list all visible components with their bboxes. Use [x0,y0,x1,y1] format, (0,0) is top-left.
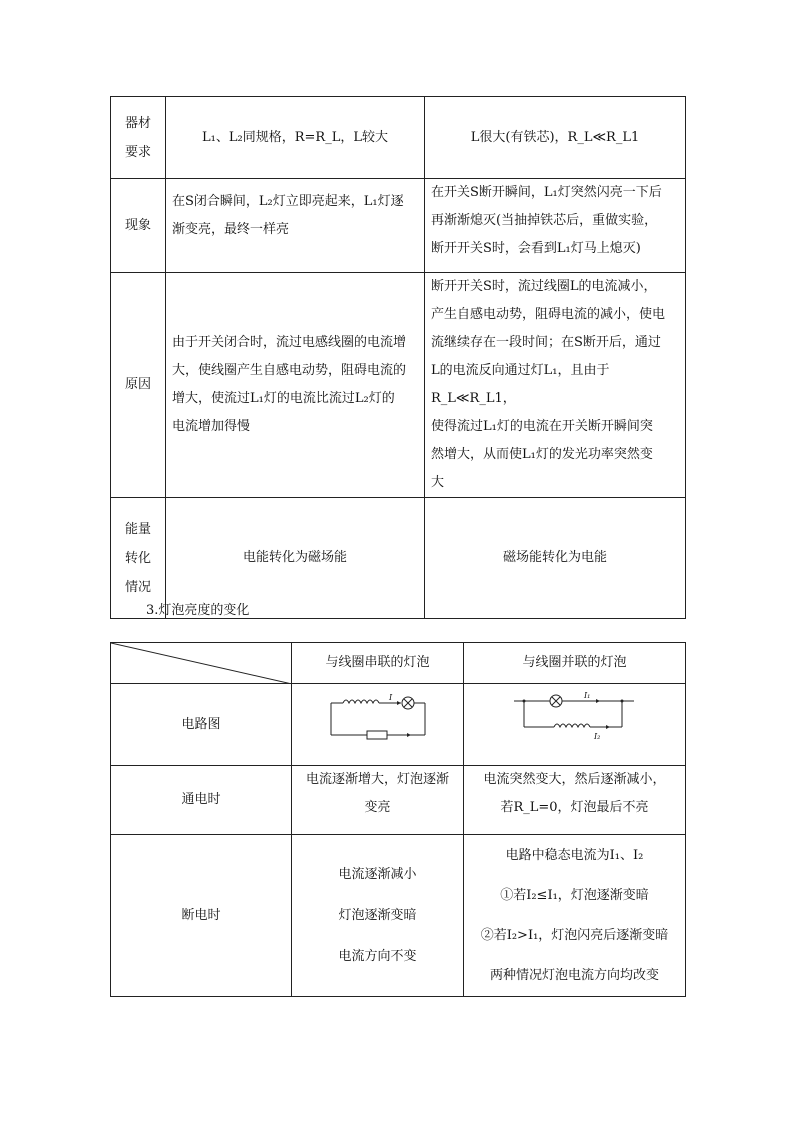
col-header-series: 与线圈串联的灯泡 [292,643,464,684]
energy-closing: 电能转化为磁场能 [166,498,425,619]
current-label-I1: I₁ [583,691,590,700]
row-header-power-on: 通电时 [111,766,292,835]
table-row [111,766,686,835]
row-header-circuit: 电路图 [111,684,292,766]
series-circuit-diagram [323,689,433,749]
row-header-energy: 能量 转化 情况 [111,498,166,619]
series-circuit-cell [292,684,464,766]
table-row [111,835,686,997]
current-label-I2: I₂ [593,732,600,741]
reason-opening: 断开开关S时，流过线圈L的电流减小， 产生自感电动势，阻碍电流的减小，使电 流继续存在一段时间；在S断开后，通过 L的电流反向通过灯L₁，且由于R_L≪R_L1， 使得流过L₁灯的电流在开关断开瞬间突 然增大，从而使L₁灯的发光功率突然变 大 [425,273,686,498]
table-row [111,273,686,498]
diagonal-line [111,643,292,684]
current-label-I: I [388,693,392,702]
power-off-parallel: 电路中稳态电流为I₁、I₂ ①若I₂≤I₁，灯泡逐渐变暗 ②若I₂>I₁，灯泡闪亮后逐渐变暗 两种情况灯泡电流方向均改变 [464,835,686,997]
table-row [111,179,686,273]
requirement-closing: L₁、L₂同规格，R=R_L，L较大 [166,97,425,179]
table-row [111,643,686,684]
power-on-series: 电流逐渐增大，灯泡逐渐 变亮 [292,766,464,835]
col-header-parallel: 与线圈并联的灯泡 [464,643,686,684]
parallel-circuit-cell [464,684,686,766]
table-row [111,684,686,766]
row-header-equipment: 器材 要求 [111,97,166,179]
reason-closing: 由于开关闭合时，流过电感线圈的电流增 大，使线圈产生自感电动势，阻碍电流的 增大，使流过L₁灯的电流比流过L₂灯的 电流增加得慢 [166,273,425,498]
bulb-brightness-table [110,642,686,997]
current-arrow-icon [596,699,600,703]
power-on-parallel: 电流突然变大，然后逐渐减小， 若R_L=0，灯泡最后不亮 [464,766,686,835]
section-title: 3.灯泡亮度的变化 [146,603,250,618]
phenomenon-closing: 在S闭合瞬间，L₂灯立即亮起来，L₁灯逐 渐变亮，最终一样亮 [166,179,425,273]
self-induction-table [110,96,686,619]
inductor-coil-icon [343,700,379,703]
current-arrow-icon [606,725,610,729]
row-header-power-off: 断电时 [111,835,292,997]
power-off-series: 电流逐渐减小 灯泡逐渐变暗 电流方向不变 [292,835,464,997]
phenomenon-opening: 在开关S断开瞬间，L₁灯突然闪亮一下后 再渐渐熄灭(当抽掉铁芯后，重做实验， 断开开关S时，会看到L₁灯马上熄灭) [425,179,686,273]
energy-opening: 磁场能转化为电能 [425,498,686,619]
parallel-circuit-diagram [510,689,640,749]
current-arrow-icon [397,701,401,705]
diagonal-header-cell [111,643,292,684]
table-row [111,97,686,179]
row-header-phenomenon: 现象 [111,179,166,273]
requirement-opening: L很大(有铁芯)，R_L≪R_L1 [425,97,686,179]
inductor-coil-icon [554,724,590,727]
resistor-icon [367,731,387,739]
current-arrow-icon [407,733,411,737]
row-header-reason: 原因 [111,273,166,498]
